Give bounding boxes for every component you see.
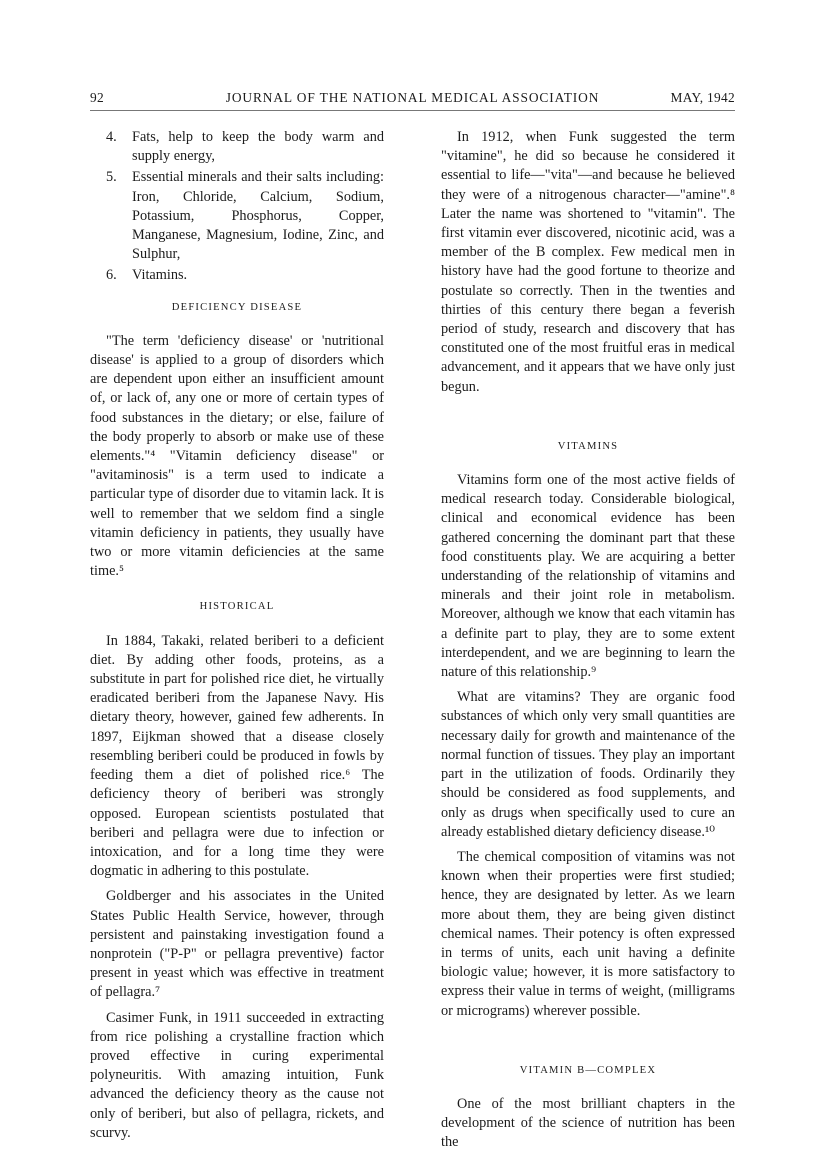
paragraph: What are vitamins? They are organic food substances of which only very small quantities are necessary daily for growth and maintenance of the normal function of tissues. They play an important part in the utilization of foods. Ordinarily they should be considered as food supplements, and only as drugs when specifically used to cure an already established dietary deficiency disease.¹⁰ — [441, 689, 735, 840]
paragraph: The chemical composition of vitamins was not known when their properties were first studied; hence, they are designated by letter. As we learn more about them, they are being given distinct chemical names. Their potency is often expressed in terms of units, each unit having a definite biologic value; however, it is more satisfactory to express their value in terms of weight, (milligrams or micrograms) wherever possible. — [441, 848, 735, 1019]
paragraph: One of the most brilliant chapters in the development of the science of nutrition has been the — [441, 1095, 735, 1151]
left-column — [90, 128, 384, 1149]
paragraph: In 1884, Takaki, related beriberi to a deficient diet. By adding other foods, proteins, as a substitute in part for polished rice diet, he virtually eradicated beriberi from the Japanese Navy. His dietary theory, however, gained few adherents. In 1897, Eijkman showed that a disease closely resembling beriberi could be produced in fowls by feeding them a diet of polished rice.⁶ The deficiency theory of beriberi was strongly opposed. European scientists postulated that beriberi and pellagra were due to infection or intoxication, and for a long time they were dogmatic in adhering to this postulate. — [90, 632, 384, 880]
right-column — [441, 128, 735, 1159]
list-number: 5. — [106, 169, 117, 186]
paragraph: In 1912, when Funk suggested the term "vitamine", he did so because he considered it essential to life—"vita"—and because he believed they were of a nitrogenous character—"amine".⁸ Later the name was shortened to "vitamin". The first vitamin ever discovered, nicotinic acid, was a member of the B complex. Few medical men in history have had the good fortune to theorize and postulate so correctly. Then in the twenties and thirties of this century there began a feverish period of study, research and discovery that has constituted one of the most fruitful eras in medical advancement, and it appears that we have only just begun. — [441, 129, 735, 395]
running-head — [90, 90, 735, 111]
list-text: Fats, help to keep the body warm and supply energy, — [132, 129, 384, 165]
paragraph: "The term 'deficiency disease' or 'nutritional disease' is applied to a group of disorders which are dependent upon either an insufficient amount of, or lack of, any one or more of certain types of food substances in the dietary; or else, failure of the body properly to absorb or make use of these elements."⁴ "Vitamin deficiency disease" or "avitaminosis" is a term used to indicate a particular type of disorder due to vitamin lack. It is well to remember that we seldom find a single vitamin deficiency in patients, they usually have two or more vitamin deficiencies at the same time.⁵ — [90, 332, 384, 580]
page-number: 92 — [90, 90, 104, 105]
list-number: 4. — [106, 129, 117, 145]
journal-title: JOURNAL OF THE NATIONAL MEDICAL ASSOCIATION — [225, 90, 600, 105]
section-heading-historical: HISTORICAL — [199, 601, 275, 613]
list-item — [90, 128, 384, 166]
section-heading-vitamin-b-complex: VITAMIN B—COMPLEX — [519, 1064, 657, 1076]
list-item — [90, 168, 384, 264]
list-number: 6. — [106, 267, 117, 284]
paragraph: Vitamins form one of the most active fields of medical research today. Considerable biological, clinical and economical evidence has been gathered concerning the dominant part that these food constituents play. We are acquiring a better understanding of the relationship of vitamins and minerals and their joint role in metabolism. Moreover, although we know that each vitamin has a definite part to play, they are to some extent interdependent, and we are beginning to learn the nature of this relationship.⁹ — [441, 472, 735, 681]
section-heading-vitamins: VITAMINS — [557, 440, 619, 452]
list-text: Essential minerals and their salts including: Iron, Chloride, Calcium, Sodium, Potassium, Phosphorus, Copper, Manganese, Magnesium, Iodine, Zinc, and Sulphur, — [132, 169, 384, 263]
list-item — [90, 266, 384, 285]
paragraph: Goldberger and his associates in the United States Public Health Service, however, through persistent and painstaking investigation found a nonprotein ("P-P" or pellagra preventive) factor present in yeast which was effective in treatment of pellagra.⁷ — [90, 888, 384, 1001]
section-heading-deficiency-disease: DEFICIENCY DISEASE — [171, 301, 303, 313]
list-text: Vitamins. — [132, 267, 188, 284]
paragraph: Casimer Funk, in 1911 succeeded in extracting from rice polishing a crystalline fraction which proved effective in curing experimental polyneuritis. With amazing intuition, Funk advanced the deficiency theory as the cause not only of beriberi, but also of pellagra, rickets, and scurvy. — [90, 1009, 384, 1141]
issue-date: MAY, 1942 — [670, 90, 735, 105]
